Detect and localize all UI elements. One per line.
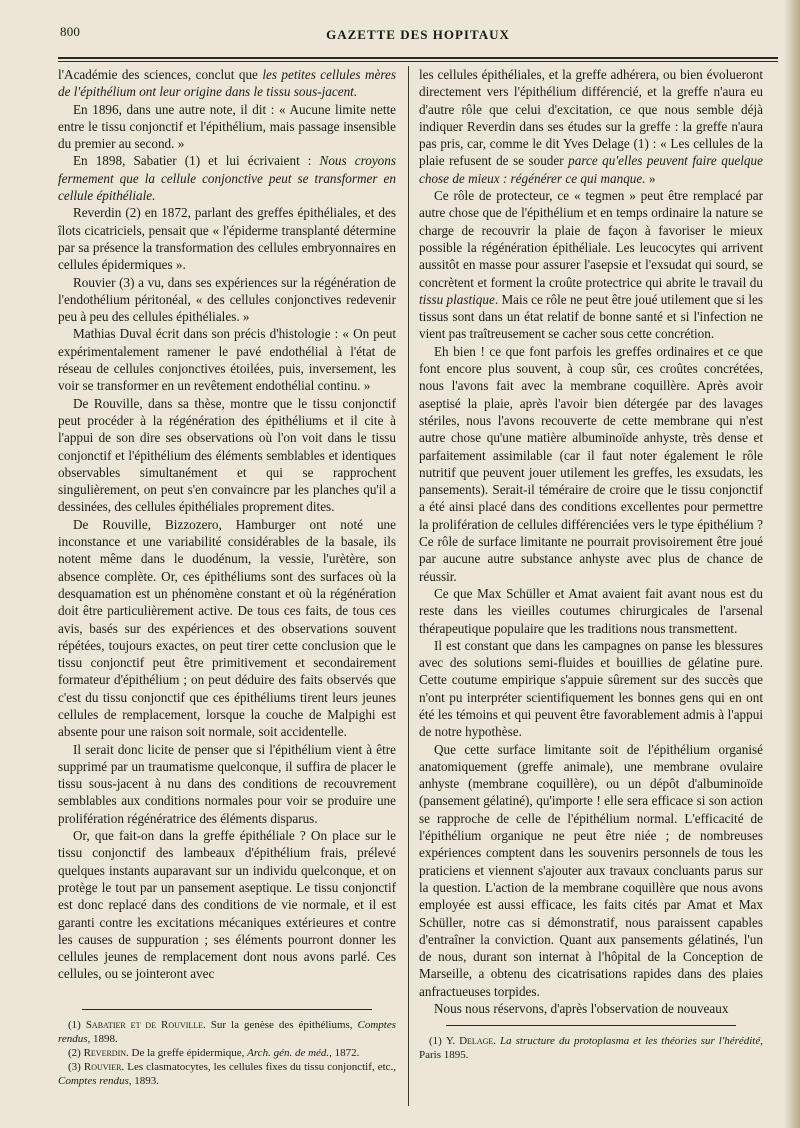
paragraph: Or, que fait-on dans la greffe épithéliale ? On place sur le tissu conjonctif des lambeaux d'épithélium frais, prélevé quelques instants auparavant sur un individu quelconque, et on protège le tout par un pansement aseptique. Le tissu conjonctif est donc replacé dans des conditions de vie normale, et il est garanti contre les excitations mécaniques extérieures et contre les causes de suppuration ; ses éléments pourront donner les cellules jeunes de remplacement dont nous avons parlé. Ces cellules, ou se jointeront avec (58, 828, 396, 982)
paragraph: Il est constant que dans les campagnes on panse les blessures avec des solutions semi-fluides et bouillies de gélatine pure. Cette coutume empirique s'appuie sûrement sur des succès que n'ont pu interpréter scientifiquement les bonnes gens qui en ont été les témoins et qui peuvent être favorablement admis à l'appui de notre hypothèse. (419, 637, 763, 740)
header-rule (58, 57, 778, 59)
footnote-number: (3) (68, 1060, 81, 1073)
italic-text: tissu plastique (419, 291, 495, 307)
paragraph: Que cette surface limitante soit de l'épithélium organisé anatomiquement (greffe animale), une membrane ovulaire anhyste (membrane coquillère), ou un dépôt d'albuminoïde (pansement gélatiné), qu'importe ! elle sera efficace si son action se rapproche de celle de l'épithélium normal. L'efficacité de l'épithélium organique ne peut être niée ; de nombreuses expériences comptent dans les souvenirs personnels de tous les praticiens et viennent s'ajouter aux travaux concluants parus sur la question. L'action de la membrane coquillère que nous avons employée est aussi efficace, les faits cités par Amat et Max Schüller, notre cas si démonstratif, nous paraissent capables d'entraîner la conviction. Quant aux pansements gélatinés, l'un de nous, durant son internat à l'hôpital de la Conception de Marseille, a obtenu des cicatrisations rapides dans des plaies anfractueuses torpides. (419, 741, 763, 999)
header-rule-thin (58, 61, 778, 62)
footnote-source: Comptes rendus (58, 1018, 397, 1045)
page-number: 800 (60, 24, 81, 39)
footnote-text: , 1898. (87, 1032, 118, 1045)
left-column-text (58, 66, 396, 983)
footnotes (419, 1034, 763, 1062)
paragraph-text: Ce rôle de protecteur, ce « tegmen » peut être remplacé par autre chose que de l'épithélium et en temps ordinaire la nature se charge de recouvrir la plaie de façon à favoriser le mieux possible la régénération épithéliale. Les leucocytes qui arrivent aussitôt en masse pour assurer l'asepsie et l'exsudat qui sourd, se concrètent et forment la croûte protectrice qui abrite le travail du (419, 188, 763, 290)
footnote-source: Comptes rendus (58, 1074, 129, 1087)
footnote-text: De la greffe épidermique, (128, 1046, 248, 1059)
paragraph: Reverdin (2) en 1872, parlant des greffes épithéliales, et des îlots cicatriciels, pensait que « l'épiderme transplanté détermine par sa présence la transformation des cellules embryonnaires en cellules épidermiques ». (58, 205, 396, 273)
footnote-text: , Paris 1895. (419, 1035, 763, 1062)
paragraph (419, 66, 763, 187)
paragraph: De Rouville, Bizzozero, Hamburger ont noté une inconstance et une variabilité considérables de la basale, ils notent même dans le duodénum, la vessie, l'urètère, son absence complète. Or, ces épithéliums sont des surfaces où la desquamation est un phénomène constant et où la régénération doit être particulièrement active. De tous ces faits, de tous ces avis, basés sur des expériences et des observations souvent répétées, toujours exactes, on peut tirer cette conclusion que le tissu conjonctif peut être primitivement et secondairement formateur d'épithélium ; on peut déduire des faits observés que c'est du tissu conjonctif que ces épithéliums tirent leurs jeunes cellules de remplacement, lorsque la couche de Malpighi est absente pour une raison soit normale, soit accidentelle. (58, 516, 396, 740)
italic-text: les petites cellules mères de l'épithélium ont leur origine dans le tissu sous-jacent. (58, 67, 396, 100)
paragraph (58, 152, 396, 204)
paragraph-text: En 1898, Sabatier (1) et lui écrivaient : (73, 153, 320, 169)
footnote-text: Sur la genèse des épithéliums, (205, 1018, 358, 1031)
footnote (419, 1034, 763, 1062)
footnote-number: (1) (429, 1035, 442, 1048)
paragraph-text: les cellules épithéliales, et la greffe adhérera, ou bien évolueront directement vers l'épithélium différencié, et la greffe n'aura eu d'autre rôle que celui d'excitation, ce que nous semble déjà indiquer Reverdin dans ses études sur la greffe : la greffe n'aura pas pris, car, comme le dit Yves Delage (1) : « Les cellules de la plaie refusent de se souder (419, 67, 763, 169)
footnote-text: , 1893. (128, 1074, 160, 1087)
paragraph (419, 187, 763, 343)
italic-text: Nous croyons fermement que la cellule conjonctive peut se transformer en cellule épithéliale. (58, 153, 396, 204)
footnote-text: Les clasmatocytes, les cellules fixes du tissu conjonctif, etc., (124, 1060, 397, 1073)
left-column (58, 66, 396, 1088)
page-header (58, 18, 778, 54)
paragraph: Rouvier (3) a vu, dans ses expériences sur la régénération de l'endothélium péritonéal, « des cellules conjonctives redevenir peu à peu des cellules épithéliales. » (58, 274, 396, 325)
paragraph: Il serait donc licite de penser que si l'épithélium vient à être supprimé par un traumatisme quelconque, il suffira de placer le tissu sous-jacent à nu dans des conditions de recouvrement semblables aux conditions normales pour voir se produire une prolifération régénératrice des éléments disparus. (58, 741, 396, 826)
footnote-source: La structure du protoplasma et les théories sur l'hérédité (500, 1035, 761, 1048)
paragraph: Mathias Duval écrit dans son précis d'histologie : « On peut expérimentalement ramener le pavé endothélial à l'état de réseau de cellules conjonctives étoilées, puis, inversement, les voir se transformer en un revêtement endothélial continu. » (58, 326, 396, 394)
footnote-author: Sabatier et de Rouville. (85, 1018, 206, 1031)
footnote-text: , 1872. (329, 1046, 360, 1059)
paragraph: Eh bien ! ce que font parfois les greffes ordinaires et ce que font encore plus souvent, à coup sûr, ces croûtes concrétées, nous l'avons fait avec la membrane coquillère. Après avoir aseptisé la plaie, après l'avoir bien détergée par des lavages stériles, nous l'avons recouverte de cette membrane qui n'est autre chose qu'une matière albuminoïde anhyste, très dense et parfaitement assimilable (car il faut noter également le rôle nutritif que peuvent jouer utilement les greffes, les exsudats, les pansements). Serait-il téméraire de croire que le tissu conjonctif a été ainsi placé dans des conditions excellentes pour permettre la prolifération de cellules différenciées vers le type épithélium ? Ce rôle de surface limitante ne pourrait provisoirement être joué par aucune autre substance anhyste avec plus de chance de réussir. (419, 343, 763, 584)
paragraph-text: » (645, 170, 656, 186)
paragraph-text: l'Académie des sciences, conclut que (58, 67, 263, 82)
footnotes (58, 1018, 396, 1088)
footnote-author: Y. Delage. (445, 1035, 497, 1048)
page-edge-shadow (784, 0, 800, 1128)
running-title: GAZETTE DES HOPITAUX (326, 27, 510, 42)
footnote-author: Reverdin. (83, 1046, 129, 1059)
italic-text: parce qu'elles peuvent faire quelque chose de mieux : régénérer ce qui manque. (419, 153, 763, 186)
footnote-author: Rouvier. (83, 1060, 125, 1073)
right-column (419, 66, 763, 1062)
column-divider (408, 66, 409, 1106)
footnote-source: Arch. gén. de méd. (247, 1046, 330, 1059)
paragraph-text: . Mais ce rôle ne peut être joué utilement que si les tissus sont dans un état relatif de bonne santé et si l'infection ne vient pas traîtreusement se cacher sous cette concrétion. (419, 291, 763, 342)
footnote (58, 1046, 396, 1060)
paragraph: En 1896, dans une autre note, il dit : « Aucune limite nette entre le tissu conjonctif et l'épithélium, mais passage insensible du premier au second. » (58, 101, 396, 152)
paragraph (58, 66, 396, 101)
paragraph: Nous nous réservons, d'après l'observation de nouveaux (434, 1001, 729, 1017)
paragraph: De Rouville, dans sa thèse, montre que le tissu conjonctif peut procéder à la régénération des épithéliums et il cite à l'appui de son dire ses observations où l'on voit dans le tissu conjonctif et l'épithélium des éléments semblables et identiques observables simultanément et qui se rapprochent singulièrement, on peut s'en convaincre par les planches qu'il a dessinées, des cellules épithéliales proprement dites. (58, 395, 396, 515)
paragraph: Ce que Max Schüller et Amat avaient fait avant nous est du reste dans les vieilles coutumes chirurgicales de l'arsenal thérapeutique populaire que les traditions nous transmettent. (419, 585, 763, 636)
footnote (58, 1060, 396, 1088)
right-column-text (419, 66, 763, 1017)
footnote-number: (2) (68, 1046, 81, 1059)
footnote (58, 1018, 396, 1046)
footnote-number: (1) (68, 1018, 81, 1031)
